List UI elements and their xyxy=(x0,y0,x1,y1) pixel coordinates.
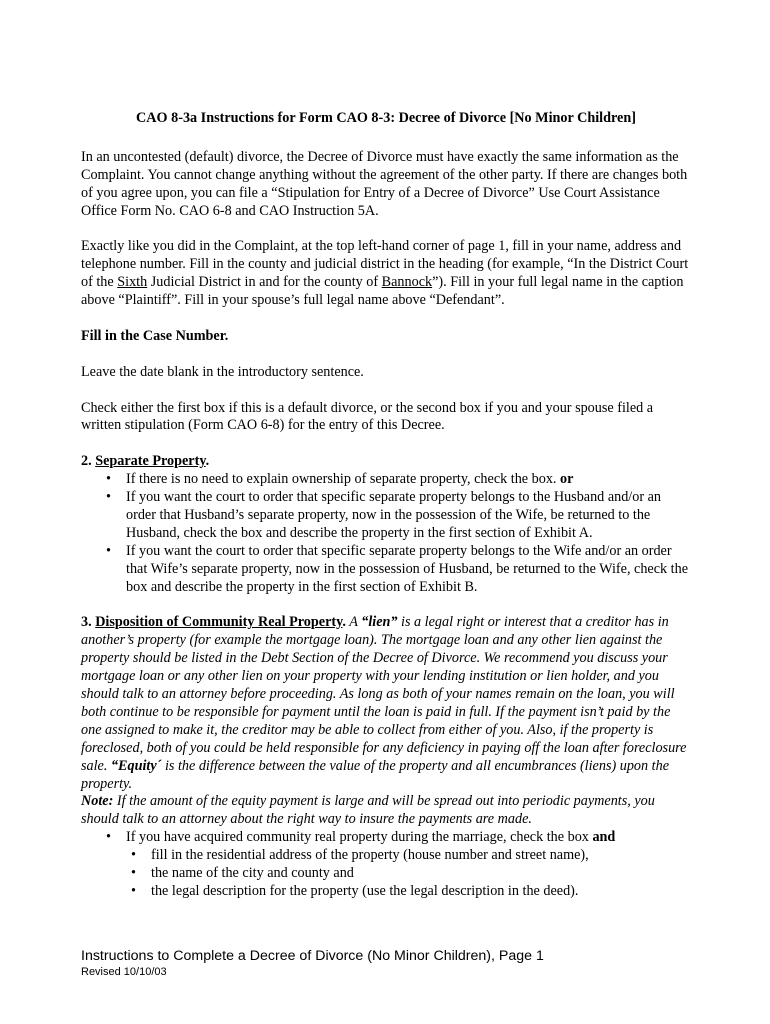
section-separate-property xyxy=(81,453,691,596)
community-property-sublist xyxy=(81,847,691,901)
district-example: Sixth xyxy=(117,274,148,291)
section-3-heading: Disposition of Community Real Property xyxy=(95,614,343,631)
separate-property-list xyxy=(81,471,691,596)
equity-term: “Equity´ xyxy=(110,757,162,774)
date-paragraph: Leave the date blank in the introductory sentence. xyxy=(81,363,364,380)
intro-paragraph: In an uncontested (default) divorce, the Decree of Divorce must have exactly the same information as the Complaint. You cannot change anything without the agreement of the other party. If there are changes both of you agree upon, you can file a “Stipulation for Entry of a Decree of Divorce” Use Court Assistance Office Form No. CAO 6-8 and CAO Instruction 5A. xyxy=(81,148,688,219)
case-number-heading: Fill in the Case Number. xyxy=(81,327,229,344)
list-item: • the name of the city and county and xyxy=(81,865,691,883)
caption-paragraph: Exactly like you did in the Complaint, at the top left-hand corner of page 1, fill in your name, address and telephone number. Fill in the county and judicial district in the heading (for example, “In the District Court of the Sixth Judicial District in and for the county of Bannock”). Fill in your full legal name in the caption above “Plaintiff”. Fill in your spouse’s full legal name above “Defendant”. xyxy=(81,238,689,309)
section-community-real-property xyxy=(81,614,691,901)
checkbox-paragraph: Check either the first box if this is a default divorce, or the second box if you and your spouse filed a written stipulation (Form CAO 6-8) for the entry of this Decree. xyxy=(81,399,654,434)
note-paragraph: Note: If the amount of the equity payment is large and will be spread out into periodic payments, you should talk to an attorney about the right way to insure the payments are made. xyxy=(81,793,655,828)
county-example: Bannock xyxy=(381,274,433,291)
list-item: • If there is no need to explain ownership of separate property, check the box. or xyxy=(81,471,691,489)
list-item: • the legal description for the property (use the legal description in the deed). xyxy=(81,883,691,901)
footer-revision: Revised 10/10/03 xyxy=(81,966,167,978)
footer-page-label: Instructions to Complete a Decree of Divorce (No Minor Children), Page 1 xyxy=(81,948,544,964)
lien-term: “lien” xyxy=(361,614,398,631)
document-body xyxy=(81,110,691,901)
page-title: CAO 8-3a Instructions for Form CAO 8-3: Decree of Divorce [No Minor Children] xyxy=(136,110,636,126)
list-item: • If you have acquired community real property during the marriage, check the box and xyxy=(81,829,691,847)
list-item: • If you want the court to order that specific separate property belongs to the Husband and/or an order that Husband’s separate property, now in the possession of the Wife, be returned to the Husband, check the box and describe the property in the first section of Exhibit A. xyxy=(81,489,691,543)
community-property-list xyxy=(81,829,691,847)
section-3-paragraph: 3. Disposition of Community Real Property. A “lien” is a legal right or interest that a creditor has in another’s property (for example the mortgage loan). The mortgage loan and any other lien against the property should be listed in the Debt Section of the Decree of Divorce. We recommend you discuss your mortgage loan or any other lien on your property with your lending institution or lien holder, and you should talk to an attorney before proceeding. As long as both of your names remain on the loan, you will both continue to be responsible for payment until the loan is paid in full. If the payment isn’t paid by the one assigned to make it, the creditor may be able to collect from either of you. Also, if the property is foreclosed, both of you could be held responsible for any deficiency in paying off the loan after foreclosure sale. “Equity´ is the difference between the value of the property and all encumbrances (liens) upon the property. xyxy=(81,614,687,792)
list-item: • fill in the residential address of the property (house number and street name), xyxy=(81,847,691,865)
page-footer xyxy=(81,947,544,979)
list-item: • If you want the court to order that specific separate property belongs to the Wife and/or an order that Wife’s separate property, now in the possession of Husband, be returned to the Wife, check the box and describe the property in the first section of Exhibit B. xyxy=(81,543,691,597)
section-2-heading: 2. Separate Property. xyxy=(81,453,210,470)
